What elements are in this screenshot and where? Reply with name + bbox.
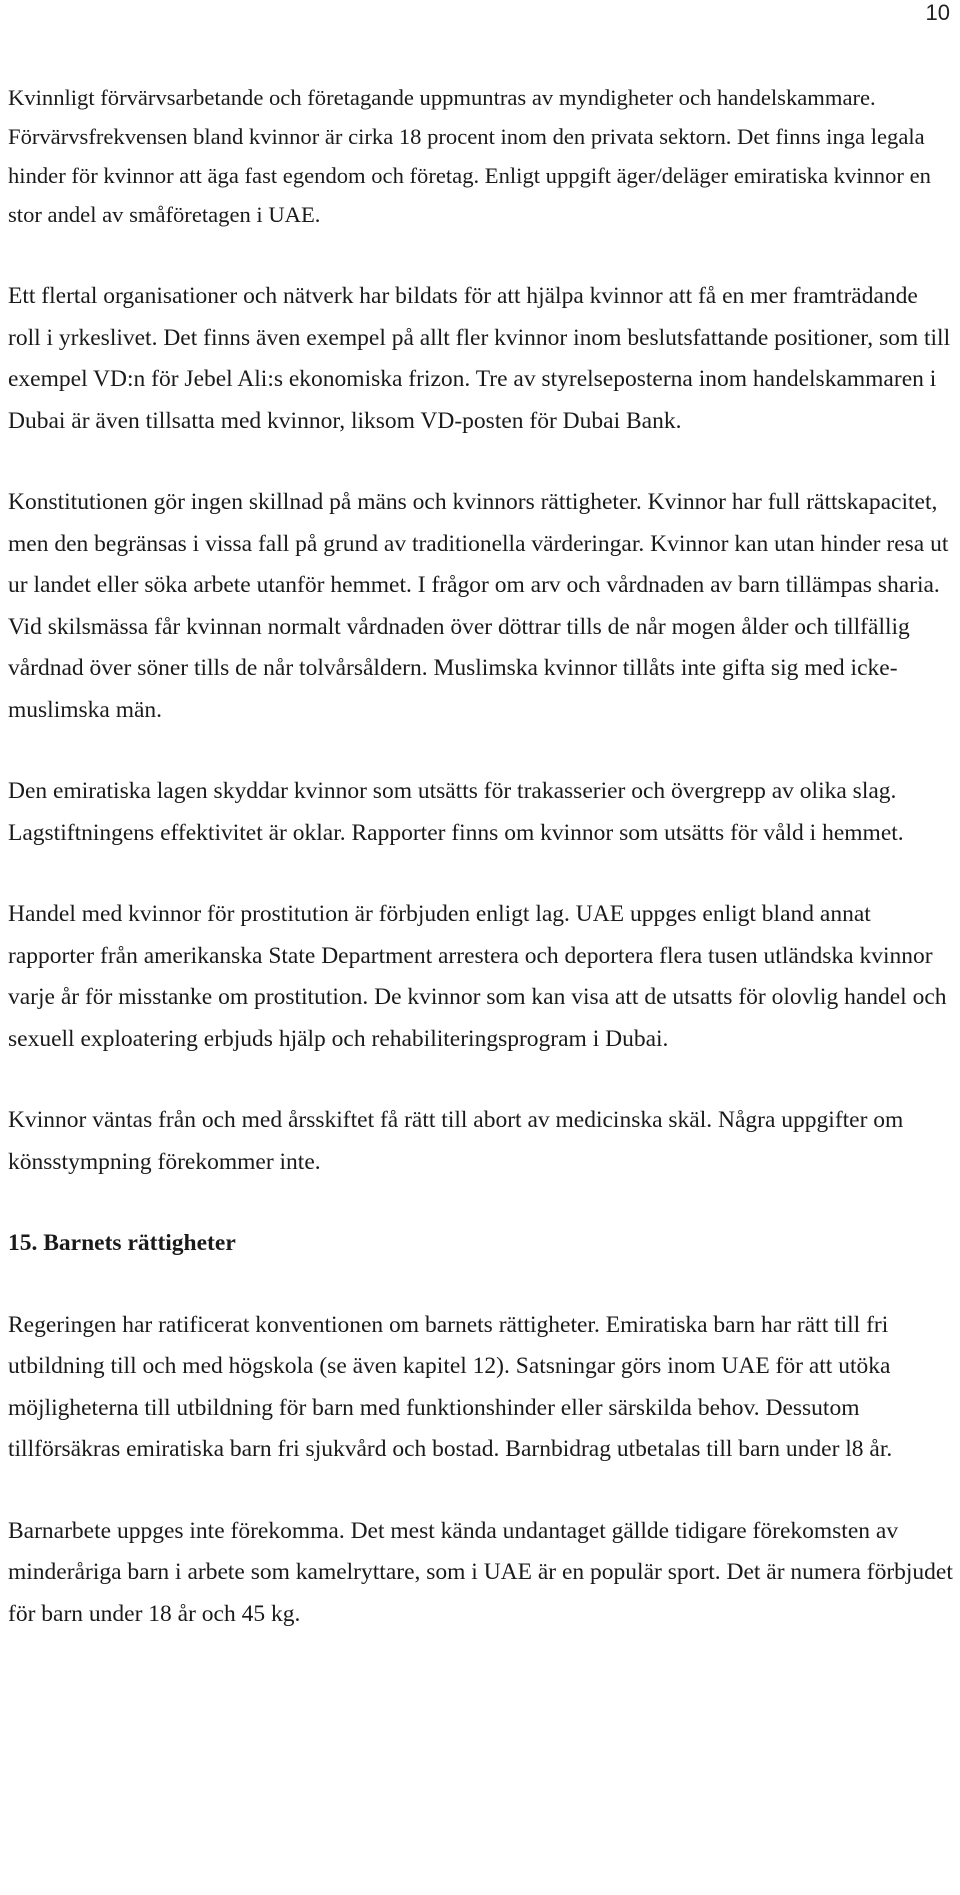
document-body bbox=[8, 78, 953, 1675]
page-number: 10 bbox=[925, 0, 950, 25]
paragraph-organisations: Ett flertal organisationer och nätverk har bildats för att hjälpa kvinnor att få en mer framträdande roll i yrkeslivet. Det finns även exempel på allt fler kvinnor inom beslutsfattande positioner, som till exempel VD:n för Jebel Ali:s ekonomiska frizon. Tre av styrelseposterna inom handelskammaren i Dubai är även tillsatta med kvinnor, liksom VD-posten för Dubai Bank. bbox=[8, 283, 951, 434]
paragraph-trafficking: Handel med kvinnor för prostitution är förbjuden enligt lag. UAE uppges enligt bland annat rapporter från amerikanska State Department arrestera och deportera flera tusen utländska kvinnor varje år för misstanke om prostitution. De kvinnor som kan visa att de utsatts för olovlig handel och sexuell exploatering erbjuds hjälp och rehabiliteringsprogram i Dubai. bbox=[8, 901, 947, 1052]
paragraph-constitution: Konstitutionen gör ingen skillnad på mäns och kvinnors rättigheter. Kvinnor har full rättskapacitet, men den begränsas i vissa fall på grund av traditionella värderingar. Kvinnor kan utan hinder resa ut ur landet eller söka arbete utanför hemmet. I frågor om arv och vårdnaden av barn tillämpas sharia. Vid skilsmässa får kvinnan normalt vårdnaden över döttrar tills de når mogen ålder och tillfällig vårdnad över söner tills de når tolvårsåldern. Muslimska kvinnor tillåts inte gifta sig med icke-muslimska män. bbox=[8, 489, 949, 723]
paragraph-abortion: Kvinnor väntas från och med årsskiftet få rätt till abort av medicinska skäl. Några uppgifter om könsstympning förekommer inte. bbox=[8, 1107, 904, 1175]
paragraph-protection: Den emiratiska lagen skyddar kvinnor som utsätts för trakasserier och övergrepp av olika slag. Lagstiftningens effektivitet är oklar. Rapporter finns om kvinnor som utsätts för våld i hemmet. bbox=[8, 778, 904, 846]
paragraph-child-labour: Barnarbete uppges inte förekomma. Det mest kända undantaget gällde tidigare förekomsten av minderåriga barn i arbete som kamelryttare, som i UAE är en populär sport. Det är numera förbjudet för barn under 18 år och 45 kg. bbox=[8, 1517, 953, 1627]
paragraph-childrens-rights: Regeringen har ratificerat konventionen om barnets rättigheter. Emiratiska barn har rätt till fri utbildning till och med högskola (se även kapitel 12). Satsningar görs inom UAE för att utöka möjligheterna till utbildning för barn med funktionshinder eller särskilda behov. Dessutom tillförsäkras emiratiska barn fri sjukvård och bostad. Barnbidrag utbetalas till barn under l8 år. bbox=[8, 1311, 893, 1462]
section-heading: 15. Barnets rättigheter bbox=[8, 1230, 236, 1256]
paragraph-womens-employment: Kvinnligt förvärvsarbetande och företagande uppmuntras av myndigheter och handelskammare. Förvärvsfrekvensen bland kvinnor är cirka 18 procent inom den privata sektorn. Det finns inga legala hinder för kvinnor att äga fast egendom och företag. Enligt uppgift äger/deläger emiratiska kvinnor en stor andel av småföretagen i UAE. bbox=[8, 85, 931, 227]
